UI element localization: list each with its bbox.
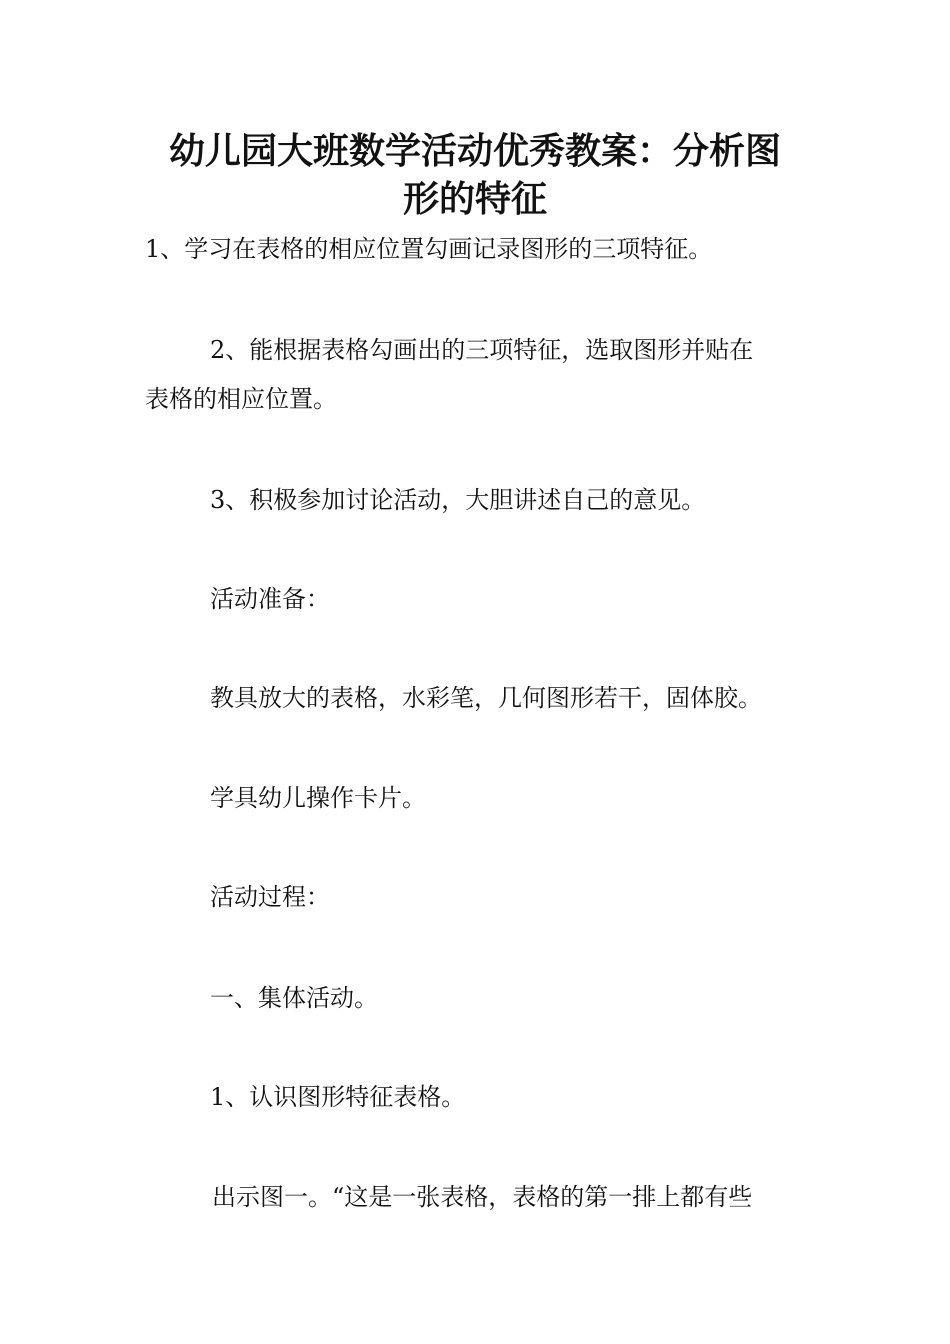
paragraph-student-materials: 学具幼儿操作卡片。 (210, 784, 426, 812)
document-title-line-1: 幼儿园大班数学活动优秀教案：分析图 (168, 131, 781, 172)
paragraph-teaching-materials: 教具放大的表格，水彩笔，几何图形若干，固体胶。 (210, 684, 762, 712)
paragraph-goal-2-line-1: 2、能根据表格勾画出的三项特征，选取图形并贴在 (210, 336, 754, 364)
section-heading-preparation: 活动准备： (210, 585, 330, 613)
paragraph-goal-3: 3、积极参加讨论活动，大胆讲述自己的意见。 (210, 486, 706, 514)
paragraph-goal-1: 1、学习在表格的相应位置勾画记录图形的三项特征。 (145, 235, 713, 263)
section-heading-process: 活动过程： (210, 883, 330, 911)
document-title-line-2: 形的特征 (402, 179, 547, 220)
paragraph-show-figure-one: 出示图一。“这是一张表格，表格的第一排上都有些 (212, 1183, 753, 1211)
paragraph-goal-2-line-2: 表格的相应位置。 (145, 385, 337, 413)
paragraph-step-1: 1、认识图形特征表格。 (210, 1083, 466, 1111)
section-heading-group-activity: 一、集体活动。 (210, 984, 378, 1012)
